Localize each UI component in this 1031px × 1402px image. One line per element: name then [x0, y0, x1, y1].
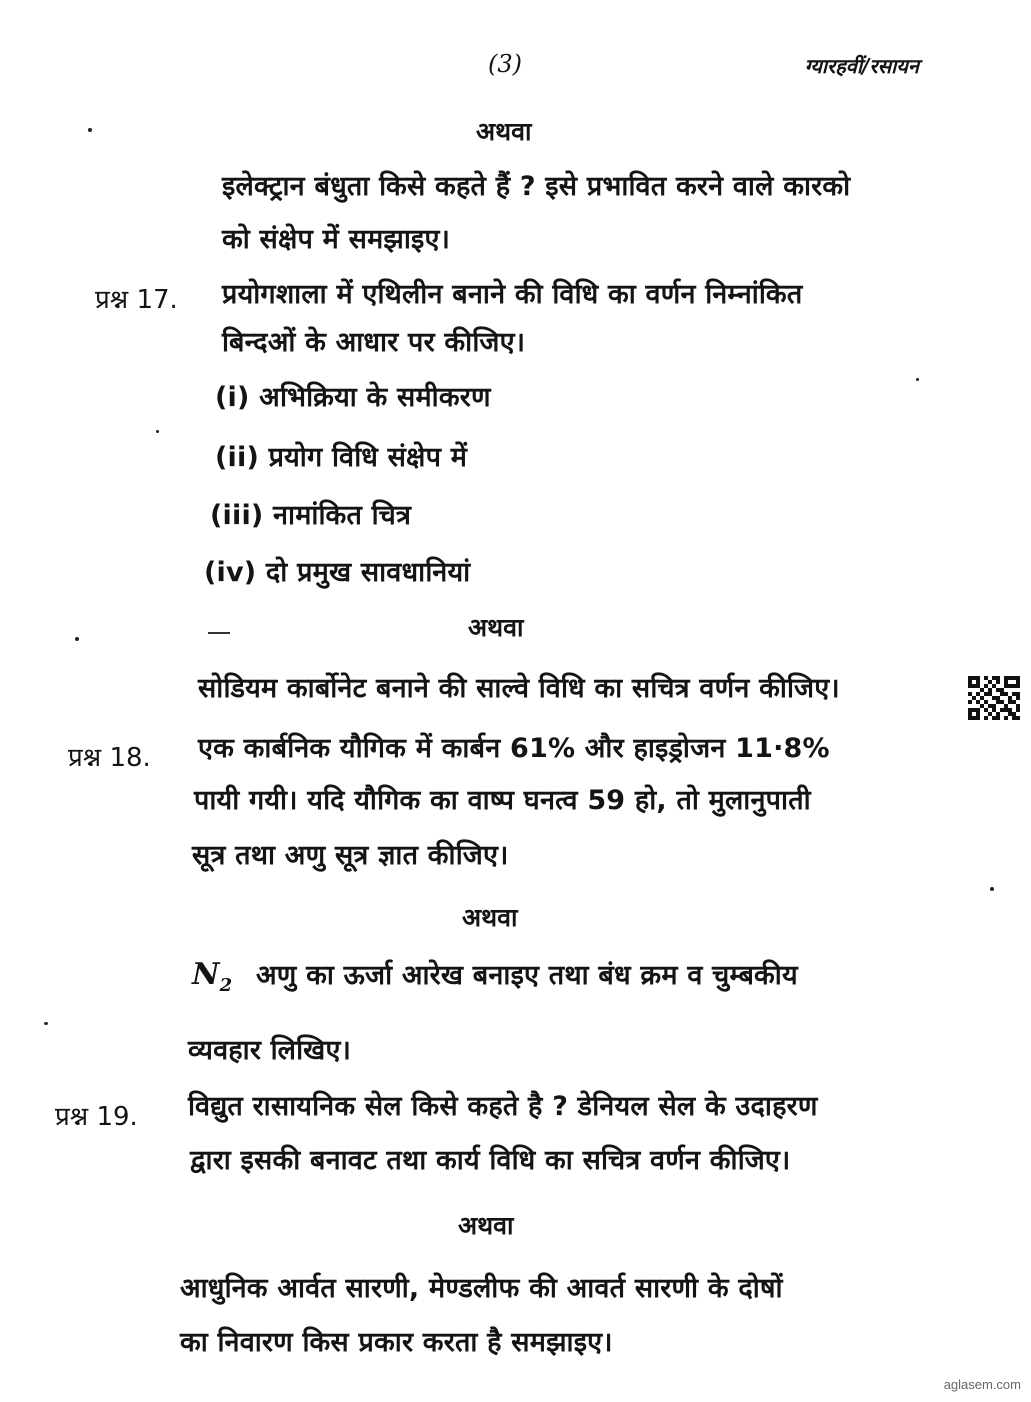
n2-symbol: $N_2$: [192, 957, 233, 996]
q19-line-2: द्वारा इसकी बनावट तथा कार्य विधि का सचित्र वर्णन कीजिए।: [190, 1145, 791, 1176]
watermark[interactable]: aglasem.com: [943, 1377, 1021, 1392]
q18-line-3: सूत्र तथा अणु सूत्र ज्ञात कीजिए।: [192, 840, 509, 871]
or-heading: अथवा: [458, 1211, 514, 1240]
q16-or-line-2: को संक्षेप में समझाइए।: [222, 224, 451, 255]
scan-speck: [44, 1022, 48, 1025]
q18-line-2: पायी गयी। यदि यौगिक का वाष्प घनत्व 59 हो, तो मुलानुपाती: [194, 785, 811, 816]
q17-point-3: (iii) नामांकित चित्र: [210, 500, 412, 531]
or-heading: अथवा: [468, 613, 524, 642]
scan-speck: [88, 128, 92, 132]
q17-point-1: (i) अभिक्रिया के समीकरण: [215, 382, 491, 413]
scan-speck: [916, 378, 919, 381]
scan-speck: [990, 887, 994, 891]
q17-line-2: बिन्दओं के आधार पर कीजिए।: [222, 327, 526, 358]
q18-or-line-2: व्यवहार लिखिए।: [188, 1035, 352, 1066]
subject-header: ग्यारहवीं/रसायन: [804, 54, 919, 78]
q17-point-2: (ii) प्रयोग विधि संक्षेप में: [215, 442, 468, 473]
question-17-label: प्रश्न 17.: [95, 285, 178, 315]
q19-or-line-1: आधुनिक आर्वत सारणी, मेण्डलीफ की आवर्त सारणी के दोषों: [180, 1273, 783, 1304]
page-number: (3): [488, 50, 522, 78]
q17-point-4: (iv) दो प्रमुख सावधानियां: [204, 557, 471, 588]
question-19-label: प्रश्न 19.: [55, 1102, 138, 1132]
question-18-label: प्रश्न 18.: [68, 743, 151, 773]
q18-or-line-1: $N_2$ अणु का ऊर्जा आरेख बनाइए तथा बंध क्रम व चुम्बकीय: [192, 957, 798, 996]
q19-line-1: विद्युत रासायनिक सेल किसे कहते है ? डेनियल सेल के उदाहरण: [188, 1091, 818, 1122]
q18-line-1: एक कार्बनिक यौगिक में कार्बन 61% और हाइड्रोजन 11·8%: [198, 733, 830, 764]
q17-line-1: प्रयोगशाला में एथिलीन बनाने की विधि का वर्णन निम्नांकित: [222, 279, 803, 310]
q19-or-line-2: का निवारण किस प्रकार करता है समझाइए।: [180, 1327, 613, 1358]
q16-or-line-1: इलेक्ट्रान बंधुता किसे कहते हैं ? इसे प्रभावित करने वाले कारको: [222, 171, 851, 202]
scan-speck: [156, 430, 159, 433]
scan-speck: [75, 637, 79, 641]
qr-code-icon: [968, 676, 1020, 722]
or-heading: अथवा: [476, 117, 532, 146]
q17-or-line: सोडियम कार्बोनेट बनाने की साल्वे विधि का सचित्र वर्णन कीजिए।: [198, 673, 840, 704]
or-heading: अथवा: [462, 903, 518, 932]
scan-mark: [208, 632, 230, 634]
